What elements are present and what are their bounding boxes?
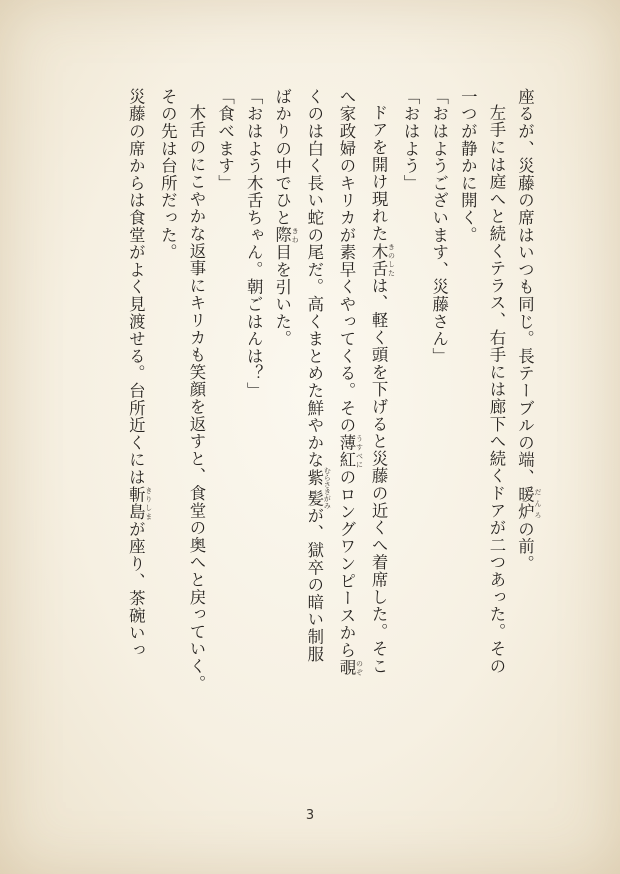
- body-text: [72, 88, 542, 788]
- text-line: [267, 88, 299, 788]
- text-segment: 目を引いた。: [272, 243, 292, 348]
- ruby-base: 暖炉: [515, 485, 535, 521]
- text-segment: 左手には庭へと続くテラス、右手には廊下へ続くドアが二つあった。その: [486, 104, 506, 676]
- ruby-base: 紫髪: [304, 466, 324, 509]
- ruby-reading: だんろ: [534, 485, 542, 521]
- text-line: [453, 88, 482, 788]
- text-line: [239, 88, 268, 788]
- text-segment: が座り、茶碗いっ: [126, 520, 146, 659]
- text-segment: 木舌のにこやかな返事にキリカも笑顔を返すと、食堂の奥へと戻っていく。: [186, 104, 206, 693]
- text-segment: その先は台所だった。: [158, 88, 178, 261]
- text-segment: ドアを開け現れた: [369, 104, 389, 243]
- ruby-annotated-word: [126, 485, 153, 521]
- ruby-reading: きりしま: [144, 485, 153, 521]
- ruby-annotated-word: [304, 466, 332, 509]
- ruby-base: 斬島: [126, 485, 146, 521]
- text-line: [153, 88, 182, 788]
- text-segment: へ家政婦のキリカが素早くやってくる。その: [336, 88, 356, 434]
- text-line: [331, 88, 363, 788]
- text-segment: 「食べます」: [215, 88, 235, 192]
- ruby-annotated-word: [336, 434, 364, 469]
- ruby-reading: きわ: [291, 226, 300, 244]
- ruby-base: 際: [272, 226, 292, 244]
- ruby-reading: きのした: [387, 242, 396, 278]
- text-segment: ばかりの中でひと: [272, 88, 292, 227]
- text-line: [396, 88, 425, 788]
- text-segment: 「おはよう木舌ちゃん。朝ごはんは？」: [244, 88, 264, 400]
- text-segment: の前。: [515, 520, 535, 573]
- ruby-annotated-word: [369, 242, 396, 278]
- text-segment: 災藤の席からは食堂がよく見渡せる。台所近くには: [126, 88, 146, 486]
- text-line: [510, 88, 542, 788]
- text-segment: は、軽く頭を下げると災藤の近くへ着席した。そこ: [369, 277, 389, 676]
- text-segment: 「おはようございます、災藤さん」: [429, 88, 449, 365]
- ruby-annotated-word: [515, 485, 542, 521]
- text-line: [210, 88, 239, 788]
- text-line: [481, 88, 510, 788]
- text-line: [181, 88, 210, 788]
- text-line: [121, 88, 153, 788]
- ruby-annotated-word: [336, 658, 364, 677]
- page-number: 3: [305, 808, 315, 823]
- text-line: [299, 88, 331, 788]
- ruby-reading: むらさきがみ: [323, 466, 332, 509]
- ruby-base: 覗: [336, 658, 356, 677]
- ruby-reading: のぞ: [355, 658, 364, 677]
- ruby-annotated-word: [272, 226, 300, 244]
- ruby-base: 木舌: [369, 242, 389, 278]
- ruby-base: 薄紅: [336, 434, 356, 469]
- text-line: [424, 88, 453, 788]
- text-segment: 座るが、災藤の席はいつも同じ。長テーブルの端、: [515, 88, 535, 486]
- text-segment: のロングワンピースから: [336, 468, 356, 659]
- text-segment: くのは白く長い蛇の尾だ。高くまとめた鮮やかな: [304, 88, 324, 469]
- text-line: [363, 88, 395, 788]
- ruby-reading: うすべに: [355, 434, 364, 469]
- text-segment: が、獄卒の暗い制服: [304, 506, 324, 663]
- text-segment: 「おはよう」: [401, 88, 421, 192]
- text-segment: 一つが静かに開く。: [458, 88, 478, 244]
